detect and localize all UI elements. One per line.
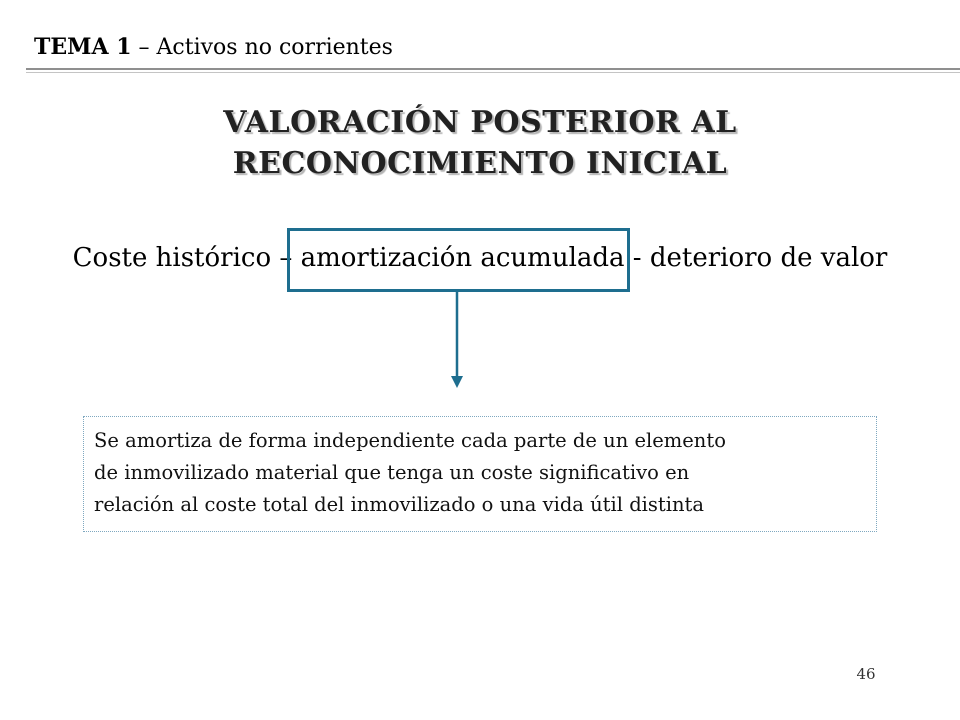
depreciation-highlight-box xyxy=(287,228,630,292)
formula-historical-cost: Coste histórico – xyxy=(72,243,301,273)
topic-label: TEMA 1 xyxy=(34,34,132,60)
note-line-2: de inmovilizado material que tenga un coste significativo en xyxy=(94,461,690,484)
formula-impairment: - deterioro de valor xyxy=(624,243,888,273)
slide-title-line-1: VALORACIÓN POSTERIOR AL xyxy=(223,105,737,140)
header-rule xyxy=(26,68,960,70)
down-arrow-icon xyxy=(440,292,474,392)
component-depreciation-note xyxy=(83,416,877,532)
formula-accumulated-depreciation: amortización acumulada xyxy=(300,243,625,273)
page-number: 46 xyxy=(856,665,876,683)
slide-title xyxy=(0,102,960,184)
note-line-3: relación al coste total del inmovilizado o una vida útil distinta xyxy=(94,493,705,516)
topic-subtitle: Activos no corrientes xyxy=(156,35,393,60)
slide-header xyxy=(34,30,393,65)
header-rule-secondary xyxy=(26,72,960,73)
note-line-1: Se amortiza de forma independiente cada parte de un elemento xyxy=(94,429,726,452)
header-separator: – xyxy=(131,35,157,60)
slide-title-line-2: RECONOCIMIENTO INICIAL xyxy=(232,146,728,181)
